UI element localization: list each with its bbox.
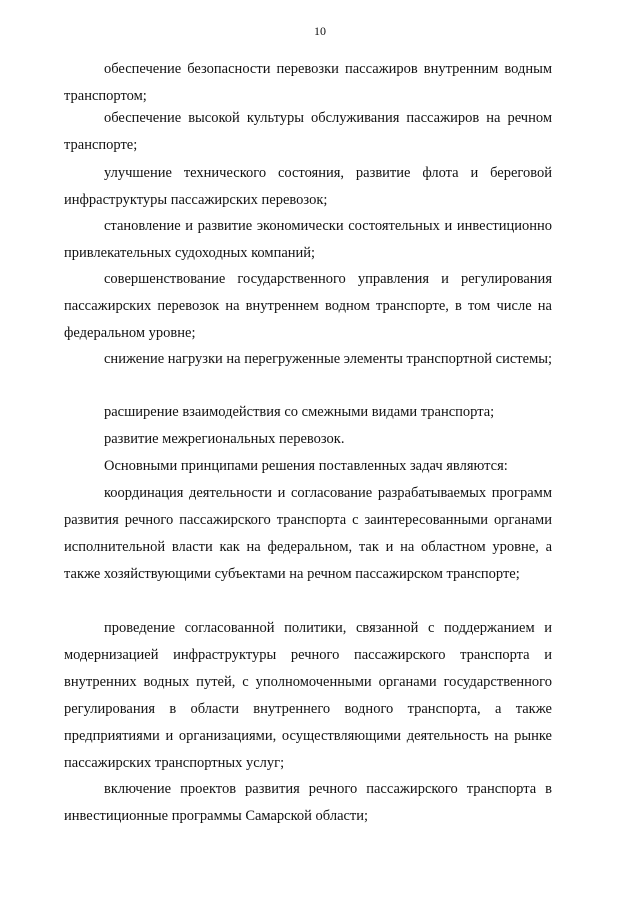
paragraph-safety: обеспечение безопасности перевозки пассажиров внутренним водным транспортом;	[64, 61, 552, 104]
paragraph-service-culture: обеспечение высокой культуры обслуживания пассажиров на речном транспорте;	[64, 110, 552, 153]
paragraph-load-reduction: снижение нагрузки на перегруженные элементы транспортной системы;	[104, 351, 553, 367]
paragraph-coordination: координация деятельности и согласование разрабатываемых программ развития речного пассажирского транспорта с заинтересованными органами исполнительной власти как на федеральном, так и на областном уровне, а также хозяйствующими субъектами на речном пассажирском транспорте;	[64, 485, 552, 582]
paragraph-interregional: развитие межрегиональных перевозок.	[104, 431, 345, 447]
paragraph-fleet-infrastructure: улучшение технического состояния, развитие флота и береговой инфраструктуры пассажирских перевозок;	[64, 165, 552, 208]
page-number: 10	[314, 24, 326, 38]
paragraph-investment: включение проектов развития речного пассажирского транспорта в инвестиционные программы Самарской области;	[64, 781, 552, 824]
paragraph-policy: проведение согласованной политики, связанной с поддержанием и модернизацией инфраструктуры речного пассажирского транспорта и внутренних водных путей, с уполномоченными органами государственного регулирования в области внутреннего водного транспорта, а также предприятиями и организациями, осуществляющими деятельность на рынке пассажирских транспортных услуг;	[64, 620, 552, 771]
paragraph-governance: совершенствование государственного управления и регулирования пассажирских перевозок на внутреннем водном транспорте, в том числе на федеральном уровне;	[64, 271, 552, 341]
paragraph-shipping-companies: становление и развитие экономически состоятельных и инвестиционно привлекательных судоходных компаний;	[64, 218, 552, 261]
paragraph-interaction: расширение взаимодействия со смежными видами транспорта;	[104, 404, 495, 420]
paragraph-principles-heading: Основными принципами решения поставленных задач являются:	[104, 458, 508, 474]
